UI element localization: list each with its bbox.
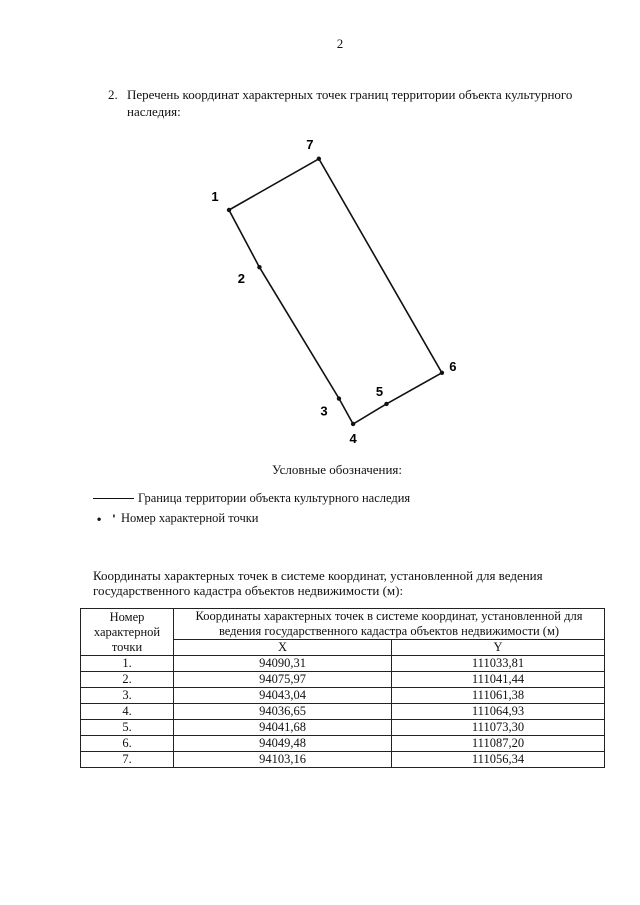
legend-title: Условные обозначения: — [272, 462, 403, 477]
point-label-2: 2 — [237, 271, 246, 287]
legend-boundary — [93, 491, 410, 506]
col-coords-header-line1: Координаты характерных точек в системе координат, установленной для — [195, 609, 583, 623]
cell-y: 111073,30 — [392, 720, 605, 736]
point-marker-6 — [440, 371, 444, 375]
point-marker-3 — [337, 396, 341, 400]
col-coords-header-line2: ведения государственного кадастра объектов недвижимости (м) — [218, 624, 560, 638]
point-marker-icon: • ' — [97, 511, 120, 526]
cell-x: 94090,31 — [174, 656, 392, 672]
cell-x: 94075,97 — [174, 672, 392, 688]
plan-points — [211, 137, 456, 446]
col-point-header: Номер характерной точки — [81, 609, 174, 656]
table-row — [81, 752, 605, 768]
cell-x: 94049,48 — [174, 736, 392, 752]
section-number: 2. — [108, 87, 118, 102]
cell-x: 94041,68 — [174, 720, 392, 736]
boundary-polygon — [229, 159, 442, 424]
cell-point: 6. — [81, 736, 174, 752]
cell-y: 111056,34 — [392, 752, 605, 768]
point-label-6: 6 — [449, 358, 457, 374]
cell-y: 111061,38 — [392, 688, 605, 704]
point-label-7: 7 — [306, 136, 314, 152]
point-marker-5 — [384, 402, 388, 406]
cell-x: 94103,16 — [174, 752, 392, 768]
point-marker-4 — [351, 422, 355, 426]
table-row — [81, 688, 605, 704]
table-row — [81, 656, 605, 672]
point-label-5: 5 — [375, 383, 384, 399]
col-y-header: Y — [392, 640, 605, 656]
point-marker-2 — [257, 265, 261, 269]
cell-point: 3. — [81, 688, 174, 704]
point-marker-7 — [317, 157, 321, 161]
coordinates-table-body — [81, 656, 605, 768]
legend-point-label: Номер характерной точки — [121, 511, 259, 525]
point-label-3: 3 — [320, 403, 328, 419]
table-row — [81, 720, 605, 736]
coords-heading: Координаты характерных точек в системе координат, установленной для ведения государственного кадастра объектов недвижимости (м): — [93, 568, 543, 598]
cell-y: 111033,81 — [392, 656, 605, 672]
coordinates-table — [80, 608, 605, 768]
cell-point: 1. — [81, 656, 174, 672]
cell-y: 111064,93 — [392, 704, 605, 720]
section-text-line2: наследия: — [127, 104, 181, 119]
legend-boundary-label: Граница территории объекта культурного наследия — [138, 491, 411, 505]
table-row — [81, 736, 605, 752]
point-marker-1 — [227, 208, 231, 212]
cell-x: 94036,65 — [174, 704, 392, 720]
cell-y: 111087,20 — [392, 736, 605, 752]
legend-point — [97, 511, 259, 526]
section-text-line1: Перечень координат характерных точек границ территории объекта культурного — [127, 87, 573, 102]
cell-point: 4. — [81, 704, 174, 720]
point-label-1: 1 — [211, 189, 219, 204]
table-row — [81, 672, 605, 688]
cell-point: 5. — [81, 720, 174, 736]
boundary-line-swatch — [93, 498, 134, 499]
cell-x: 94043,04 — [174, 688, 392, 704]
page-number: 2 — [336, 36, 344, 51]
table-row — [81, 704, 605, 720]
cell-point: 7. — [81, 752, 174, 768]
col-x-header: X — [174, 640, 392, 656]
col-coords-header — [174, 609, 605, 640]
point-label-4: 4 — [349, 431, 357, 446]
cell-y: 111041,44 — [392, 672, 605, 688]
cell-point: 2. — [81, 672, 174, 688]
